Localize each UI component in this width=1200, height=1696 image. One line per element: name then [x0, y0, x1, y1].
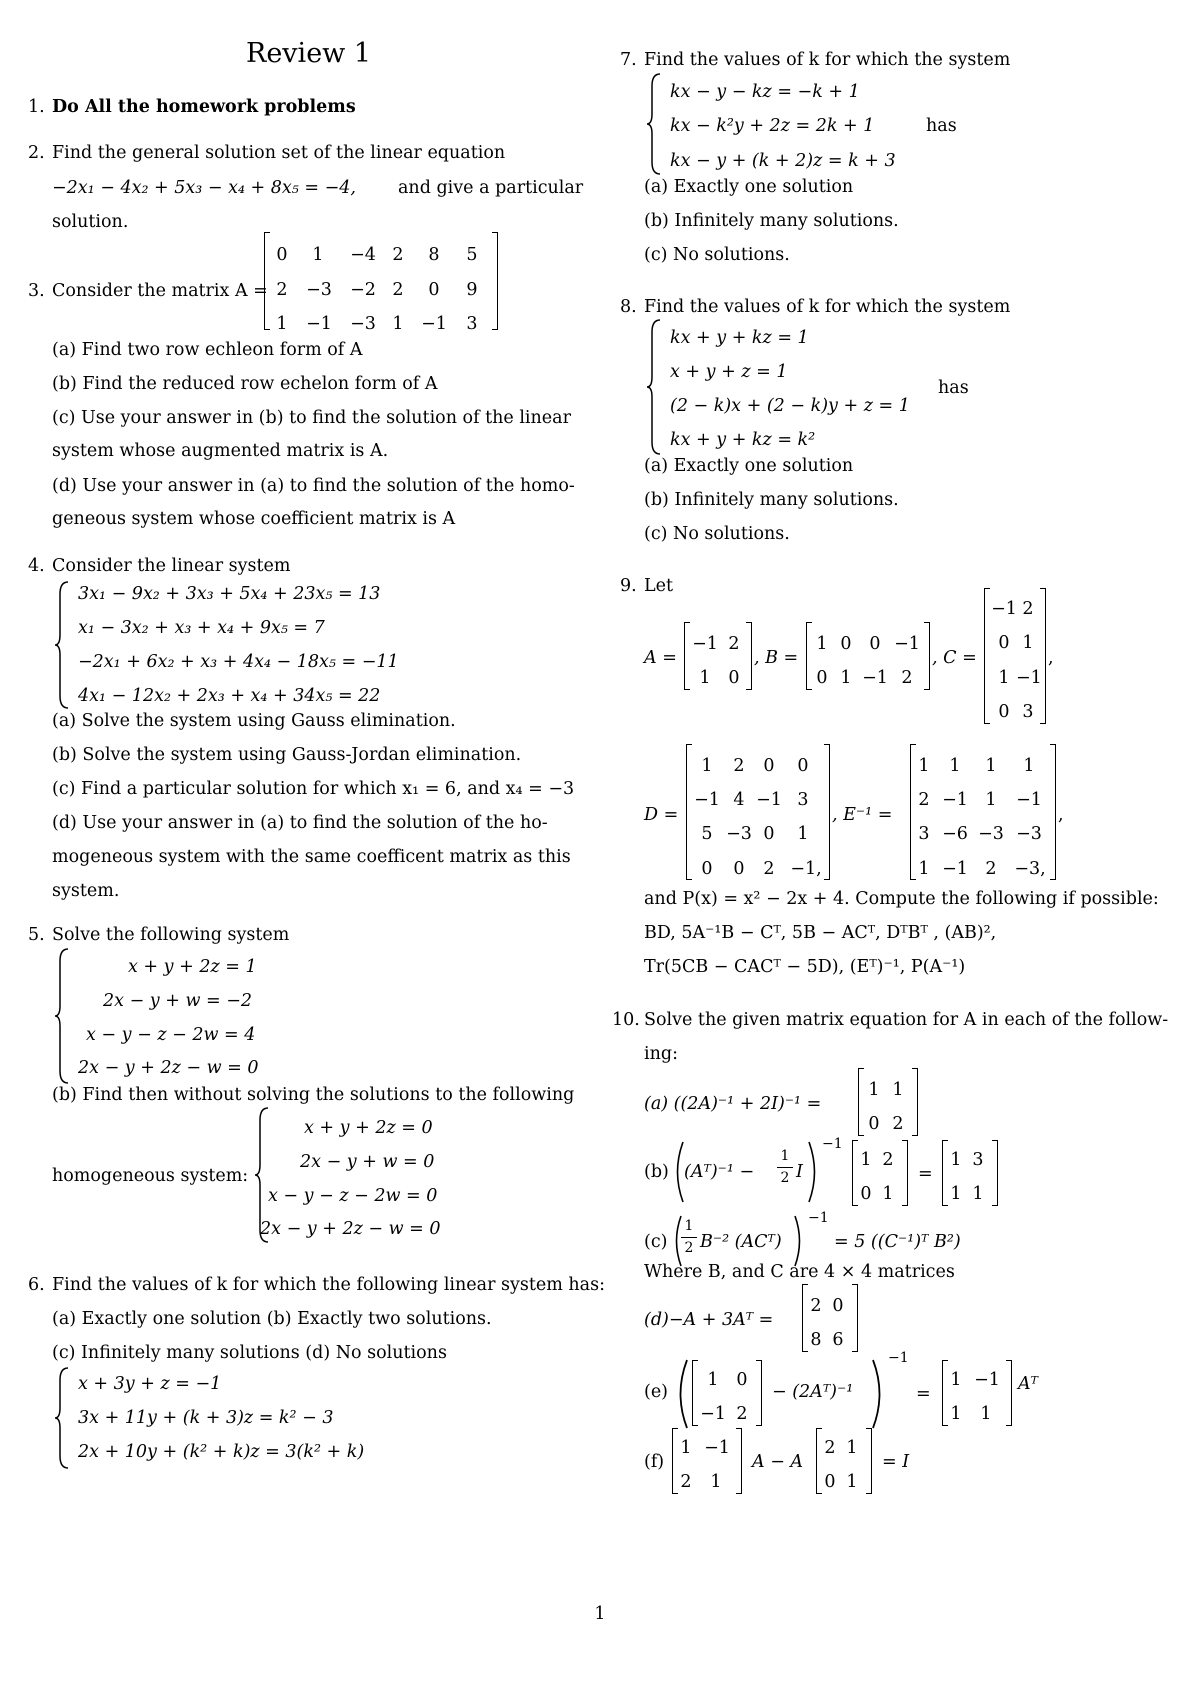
problem-10-f-tail: = I [882, 1452, 910, 1472]
matrix-cell: 1 [950, 1404, 962, 1424]
bracket [756, 1360, 762, 1426]
matrix-cell: −1 [700, 1404, 726, 1424]
matrix-cell: 1 [998, 668, 1010, 688]
problem-5-brace [54, 947, 72, 1085]
problem-5-eq-4: 2x − y + 2z − w = 0 [78, 1058, 259, 1078]
matrix-cell: 3 [466, 314, 478, 334]
matrix-cell: 1 [882, 1184, 894, 1204]
problem-10-c-note: Where B, and C are 4 × 4 matrices [644, 1262, 955, 1282]
matrix-cell: 1 [392, 314, 404, 334]
matrix-cell: 3 [1022, 702, 1034, 722]
matrix-cell: 1 [710, 1472, 722, 1492]
problem-8-part-a: (a) Exactly one solution [644, 456, 854, 476]
matrix-cell: 2 [1022, 599, 1034, 619]
problem-10-a-label: (a) ((2A)⁻¹ + 2I)⁻¹ = [644, 1094, 822, 1114]
problem-8-eq-2: x + y + z = 1 [670, 362, 788, 382]
problem-10-lead-line1: Solve the given matrix equation for A in each of the follow- [644, 1010, 1169, 1030]
matrix-cell: 2 [824, 1438, 836, 1458]
problem-9-number: 9. [620, 576, 637, 596]
matrix-cell: 1 [276, 314, 288, 334]
matrix-cell: 0 [998, 633, 1010, 653]
matrix-cell: 1 [699, 668, 711, 688]
problem-10-number: 10. [612, 1010, 640, 1030]
matrix-cell: −3 [350, 314, 376, 334]
matrix-cell: 3 [797, 790, 809, 810]
problem-7-eq-2: kx − k²y + 2z = 2k + 1 [670, 116, 875, 136]
matrix-cell: 2 [763, 859, 775, 879]
frac-numerator: 1 [684, 1218, 694, 1234]
problem-9-line3: Tr(5CB − CACᵀ − 5D), (Eᵀ)⁻¹, P(A⁻¹) [644, 957, 966, 977]
problem-6-brace [54, 1366, 72, 1470]
matrix-cell: 1 [846, 1438, 858, 1458]
bracket [746, 622, 752, 690]
matrix-cell: 1 [892, 1080, 904, 1100]
matrix-cell: 2 [892, 1114, 904, 1134]
bracket [852, 1284, 858, 1352]
frac-numerator: 1 [780, 1148, 790, 1164]
right-paren [870, 1358, 888, 1430]
matrix-cell: 4 [733, 790, 745, 810]
problem-5-eq-2: 2x − y + w = −2 [103, 991, 253, 1011]
exponent: −1 [808, 1210, 829, 1226]
problem-3-part-c-line1: (c) Use your answer in (b) to find the solution of the linear [52, 408, 571, 428]
matrix-cell: 1 [846, 1472, 858, 1492]
equals: = [918, 1164, 933, 1184]
frac-denominator: 2 [684, 1240, 694, 1256]
matrix-cell: 1 [701, 756, 713, 776]
problem-7-has: has [926, 116, 957, 136]
matrix-cell: 0 [816, 668, 828, 688]
problem-8-brace [646, 318, 664, 456]
problem-6-eq-1: x + 3y + z = −1 [78, 1374, 222, 1394]
bracket [1040, 588, 1046, 724]
matrix-cell: 0 [763, 824, 775, 844]
matrix-cell: 2 [276, 280, 288, 300]
bracket [912, 1068, 918, 1136]
matrix-cell: 0 [860, 1184, 872, 1204]
problem-3-part-d-line1: (d) Use your answer in (a) to find the solution of the homo- [52, 476, 575, 496]
matrix-cell: −3 [726, 824, 752, 844]
problem-5-hom-eq-2: 2x − y + w = 0 [300, 1152, 435, 1172]
problem-6-number: 6. [28, 1275, 45, 1295]
problem-5-lead: Solve the following system [52, 925, 290, 945]
problem-8-has: has [938, 378, 969, 398]
matrix-right-bracket [492, 232, 498, 330]
matrix-cell: 0 [824, 1472, 836, 1492]
problem-4-number: 4. [28, 556, 45, 576]
matrix-cell: 1 [860, 1150, 872, 1170]
matrix-cell: −3 [978, 824, 1004, 844]
matrix-cell: 1 [680, 1438, 692, 1458]
problem-7-part-b: (b) Infinitely many solutions. [644, 211, 899, 231]
matrix-cell: −4 [350, 245, 376, 265]
matrix-a-label: A = [644, 648, 677, 668]
problem-10-e-mid: − (2Aᵀ)⁻¹ [772, 1382, 854, 1402]
matrix-cell: 1 [918, 859, 930, 879]
matrix-cell: 2 [901, 668, 913, 688]
matrix-cell: 1 [707, 1370, 719, 1390]
bracket [866, 1428, 872, 1494]
problem-5-part-b: (b) Find then without solving the solutions to the following [52, 1085, 575, 1105]
problem-6-parts-ab: (a) Exactly one solution (b) Exactly two solutions. [52, 1309, 492, 1329]
matrix-cell: 0 [763, 756, 775, 776]
matrix-cell: −2 [350, 280, 376, 300]
matrix-cell: 1 [949, 756, 961, 776]
matrix-cell: −1, [790, 859, 822, 879]
matrix-cell: −1 [974, 1370, 1000, 1390]
problem-4-brace [54, 580, 72, 710]
matrix-cell: −6 [942, 824, 968, 844]
problem-4-eq-4: 4x₁ − 12x₂ + 2x₃ + x₄ + 34x₅ = 22 [78, 686, 381, 706]
matrix-cell: −1 [756, 790, 782, 810]
matrix-cell: 1 [312, 245, 324, 265]
problem-7-part-a: (a) Exactly one solution [644, 177, 854, 197]
matrix-cell: 3 [918, 824, 930, 844]
matrix-cell: 0 [868, 1114, 880, 1134]
matrix-b-label: , B = [754, 648, 799, 668]
matrix-cell: −1 [1016, 668, 1042, 688]
bracket [736, 1428, 742, 1494]
matrix-cell: 0 [728, 668, 740, 688]
problem-7-lead: Find the values of k for which the system [644, 50, 1011, 70]
problem-6-parts-cd: (c) Infinitely many solutions (d) No solutions [52, 1343, 447, 1363]
problem-5-number: 5. [28, 925, 45, 945]
matrix-e-inverse-label: , E⁻¹ = [832, 805, 893, 825]
matrix-cell: 2 [728, 634, 740, 654]
matrix-c-tail: , [1048, 648, 1054, 668]
problem-3-part-a: (a) Find two row echleon form of A [52, 340, 363, 360]
problem-4-part-d-line3: system. [52, 881, 120, 901]
identity-i: I [796, 1162, 803, 1182]
problem-8-part-c: (c) No solutions. [644, 524, 790, 544]
matrix-cell: −1 [942, 859, 968, 879]
matrix-cell: −1 [862, 668, 888, 688]
problem-10-b-expr: (Aᵀ)⁻¹ − [684, 1162, 755, 1182]
problem-5-hom-eq-4: 2x − y + 2z − w = 0 [260, 1219, 441, 1239]
frac-bar [777, 1167, 793, 1168]
matrix-cell: 0 [736, 1370, 748, 1390]
matrix-cell: 2 [733, 756, 745, 776]
matrix-cell: 0 [998, 702, 1010, 722]
matrix-cell: 1 [918, 756, 930, 776]
matrix-cell: −1 [1016, 790, 1042, 810]
page-number: 1 [594, 1604, 606, 1624]
problem-2-line1: Find the general solution set of the linear equation [52, 143, 506, 163]
matrix-cell: −1 [942, 790, 968, 810]
matrix-cell: 1 [950, 1184, 962, 1204]
matrix-cell: −1 [894, 634, 920, 654]
problem-2-equation: −2x₁ − 4x₂ + 5x₃ − x₄ + 8x₅ = −4, [52, 178, 356, 198]
problem-5-eq-3: x − y − z − 2w = 4 [86, 1025, 256, 1045]
matrix-cell: 2 [736, 1404, 748, 1424]
problem-9-lead: Let [644, 576, 674, 596]
problem-8-part-b: (b) Infinitely many solutions. [644, 490, 899, 510]
matrix-cell: −3 [306, 280, 332, 300]
problem-10-c-label: (c) [644, 1232, 668, 1252]
problem-6-eq-3: 2x + 10y + (k² + k)z = 3(k² + k) [78, 1442, 365, 1462]
problem-3-part-d-line2: geneous system whose coefficient matrix is A [52, 509, 456, 529]
problem-4-part-a: (a) Solve the system using Gauss elimination. [52, 711, 456, 731]
problem-7-brace [646, 72, 664, 176]
problem-5-eq-1: x + y + 2z = 1 [128, 957, 257, 977]
matrix-cell: 1 [816, 634, 828, 654]
matrix-cell: 0 [840, 634, 852, 654]
problem-10-c-rhs: = 5 ((C⁻¹)ᵀ B²) [834, 1232, 961, 1252]
problem-3-number: 3. [28, 281, 45, 301]
right-paren [792, 1214, 806, 1268]
matrix-cell: −1 [306, 314, 332, 334]
matrix-cell: 1 [985, 790, 997, 810]
bracket [992, 1140, 998, 1206]
problem-5-hom-eq-3: x − y − z − 2w = 0 [268, 1186, 438, 1206]
matrix-cell: 1 [950, 1150, 962, 1170]
problem-10-b-label: (b) [644, 1162, 669, 1182]
matrix-cell: 1 [840, 668, 852, 688]
matrix-cell: 1 [950, 1370, 962, 1390]
problem-9-line1: and P(x) = x² − 2x + 4. Compute the following if possible: [644, 889, 1159, 909]
problem-5-hom-label: homogeneous system: [52, 1166, 249, 1186]
matrix-cell: −3 [1016, 824, 1042, 844]
problem-7-number: 7. [620, 50, 637, 70]
exponent: −1 [822, 1136, 843, 1152]
matrix-cell: 9 [466, 280, 478, 300]
problem-4-part-b: (b) Solve the system using Gauss-Jordan elimination. [52, 745, 522, 765]
page-title: Review 1 [246, 38, 372, 69]
problem-4-eq-1: 3x₁ − 9x₂ + 3x₃ + 5x₄ + 23x₅ = 13 [78, 584, 381, 604]
problem-4-part-d-line2: mogeneous system with the same coefficent matrix as this [52, 847, 571, 867]
problem-7-part-c: (c) No solutions. [644, 245, 790, 265]
problem-5-hom-eq-1: x + y + 2z = 0 [304, 1118, 433, 1138]
matrix-cell: 0 [869, 634, 881, 654]
matrix-cell: 0 [797, 756, 809, 776]
problem-8-number: 8. [620, 297, 637, 317]
problem-7-eq-3: kx − y + (k + 2)z = k + 3 [670, 151, 896, 171]
matrix-cell: 6 [832, 1330, 844, 1350]
problem-2-line2: and give a particular [398, 178, 584, 198]
problem-6-lead: Find the values of k for which the following linear system has: [52, 1275, 605, 1295]
problem-9-line2: BD, 5A⁻¹B − Cᵀ, 5B − ACᵀ, DᵀBᵀ , (AB)², [644, 923, 997, 943]
matrix-cell: 1 [868, 1080, 880, 1100]
matrix-cell: 0 [701, 859, 713, 879]
problem-4-eq-3: −2x₁ + 6x₂ + x₃ + 4x₄ − 18x₅ = −11 [78, 652, 399, 672]
problem-10-e-tail: Aᵀ [1018, 1374, 1038, 1394]
matrix-cell: 0 [832, 1296, 844, 1316]
equals: = [916, 1384, 931, 1404]
matrix-cell: 1 [980, 1404, 992, 1424]
matrix-cell: 0 [276, 245, 288, 265]
problem-3-lead: Consider the matrix A = [52, 281, 268, 301]
matrix-e-tail: , [1058, 805, 1064, 825]
problem-10-f-label: (f) [644, 1452, 665, 1472]
matrix-cell: −1 [991, 599, 1017, 619]
matrix-cell: 5 [701, 824, 713, 844]
matrix-cell: 2 [918, 790, 930, 810]
bracket [902, 1140, 908, 1206]
matrix-cell: 2 [392, 245, 404, 265]
problem-2-number: 2. [28, 143, 45, 163]
problem-4-part-d-line1: (d) Use your answer in (a) to find the solution of the ho- [52, 813, 548, 833]
problem-10-lead-line2: ing: [644, 1044, 678, 1064]
matrix-cell: 1 [1023, 756, 1035, 776]
problem-2-line3: solution. [52, 212, 129, 232]
matrix-cell: 2 [392, 280, 404, 300]
problem-4-eq-2: x₁ − 3x₂ + x₃ + x₄ + 9x₅ = 7 [78, 618, 325, 638]
matrix-cell: 2 [810, 1296, 822, 1316]
problem-8-eq-1: kx + y + kz = 1 [670, 328, 809, 348]
matrix-cell: 5 [466, 245, 478, 265]
problem-10-f-mid: A − A [752, 1452, 804, 1472]
bracket [1006, 1360, 1012, 1426]
problem-6-eq-2: 3x + 11y + (k + 3)z = k² − 3 [78, 1408, 334, 1428]
frac-denominator: 2 [780, 1170, 790, 1186]
problem-3-part-c-line2: system whose augmented matrix is A. [52, 441, 389, 461]
matrix-cell: 3 [972, 1150, 984, 1170]
matrix-cell: 1 [1022, 633, 1034, 653]
problem-7-eq-1: kx − y − kz = −k + 1 [670, 82, 860, 102]
problem-3-part-b: (b) Find the reduced row echelon form of A [52, 374, 438, 394]
matrix-cell: −1 [704, 1438, 730, 1458]
matrix-cell: −1 [694, 790, 720, 810]
bracket [924, 622, 930, 690]
matrix-cell: 1 [797, 824, 809, 844]
matrix-cell: −3, [1014, 859, 1046, 879]
matrix-cell: 8 [810, 1330, 822, 1350]
problem-8-eq-3: (2 − k)x + (2 − k)y + z = 1 [670, 396, 910, 416]
problem-8-eq-4: kx + y + kz = k² [670, 430, 816, 450]
matrix-cell: 2 [680, 1472, 692, 1492]
matrix-cell: 2 [882, 1150, 894, 1170]
frac-bar [681, 1237, 697, 1238]
matrix-cell: 0 [733, 859, 745, 879]
problem-10-e-label: (e) [644, 1382, 669, 1402]
bracket [1050, 744, 1056, 880]
problem-8-lead: Find the values of k for which the system [644, 297, 1011, 317]
exponent: −1 [888, 1350, 909, 1366]
left-paren [672, 1358, 690, 1430]
matrix-c-label: , C = [932, 648, 977, 668]
problem-1-text: Do All the homework problems [52, 97, 356, 117]
problem-10-d-label: (d)−A + 3Aᵀ = [644, 1310, 774, 1330]
matrix-cell: 1 [972, 1184, 984, 1204]
right-paren [806, 1140, 822, 1204]
problem-1-number: 1. [28, 97, 45, 117]
matrix-cell: −1 [692, 634, 718, 654]
matrix-cell: 0 [428, 280, 440, 300]
matrix-d-label: D = [644, 805, 679, 825]
matrix-cell: 1 [985, 756, 997, 776]
problem-10-c-expr: B⁻² (ACᵀ) [700, 1232, 782, 1252]
matrix-cell: 8 [428, 245, 440, 265]
problem-4-part-c: (c) Find a particular solution for which x₁ = 6, and x₄ = −3 [52, 779, 575, 799]
problem-4-lead: Consider the linear system [52, 556, 291, 576]
matrix-cell: 2 [985, 859, 997, 879]
matrix-cell: −1 [421, 314, 447, 334]
